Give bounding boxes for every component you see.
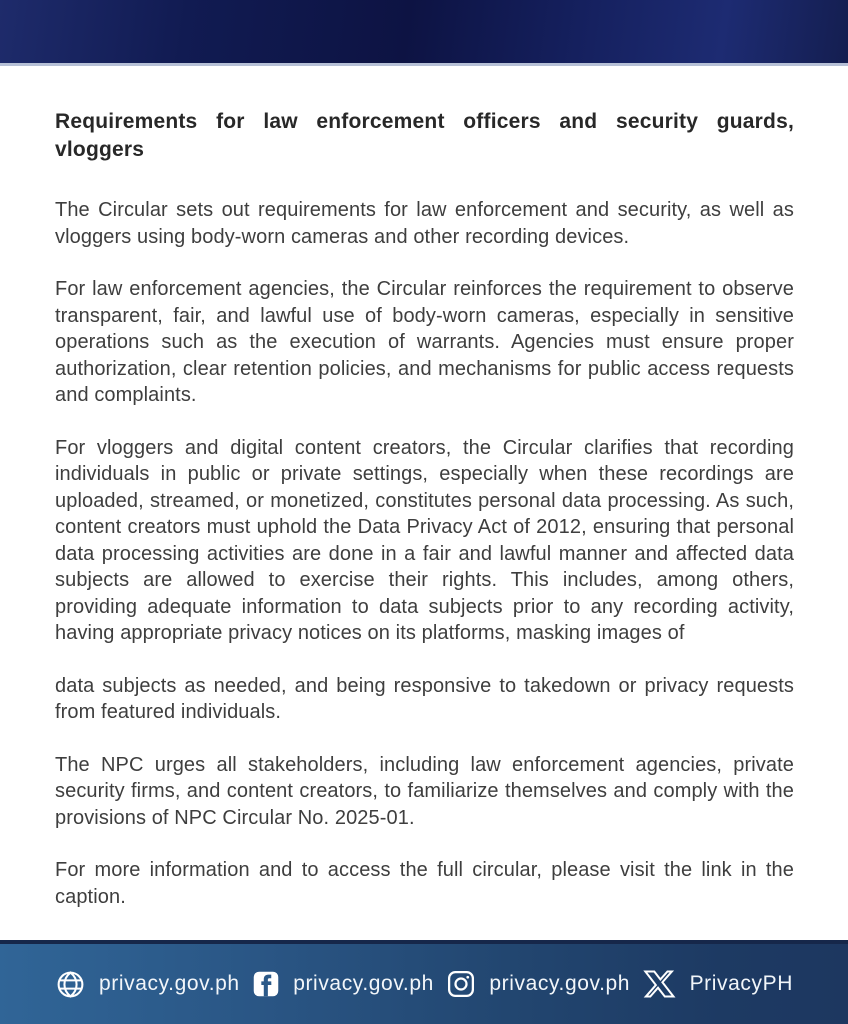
footer-item-x[interactable]	[643, 968, 793, 1000]
header-bar	[0, 0, 848, 66]
facebook-handle: privacy.gov.ph	[293, 972, 434, 995]
facebook-icon	[252, 970, 280, 998]
footer-item-instagram[interactable]	[446, 969, 630, 999]
footer-item-facebook[interactable]	[252, 970, 434, 998]
x-icon	[643, 968, 677, 1000]
footer-item-website[interactable]	[55, 969, 240, 1000]
footer-bar	[0, 940, 848, 1024]
paragraph-more-info: For more information and to access the full circular, please visit the link in the caption.	[55, 859, 794, 908]
paragraph-vloggers: For vloggers and digital content creators, the Circular clarifies that recording individuals in public or private settings, especially when these recordings are uploaded, streamed, or monetized, constitutes personal data processing. As such, content creators must uphold the Data Privacy Act of 2012, ensuring that personal data processing activities are done in a fair and lawful manner and affected data subjects are allowed to exercise their rights. This includes, among others, providing adequate information to data subjects prior to any recording activity, having appropriate privacy notices on its platforms, masking images of	[55, 436, 794, 644]
x-handle: PrivacyPH	[689, 972, 793, 995]
document-body	[0, 66, 848, 940]
paragraph-intro: The Circular sets out requirements for law enforcement and security, as well as vloggers using body-worn cameras and other recording devices.	[55, 199, 794, 248]
paragraph-npc-urges: The NPC urges all stakeholders, including law enforcement agencies, private security firms, and content creators, to familiarize themselves and comply with the provisions of NPC Circular No. 2025-01.	[55, 753, 794, 829]
instagram-icon	[446, 969, 476, 999]
paragraph-law-enforcement: For law enforcement agencies, the Circular reinforces the requirement to observe transparent, fair, and lawful use of body-worn cameras, especially in sensitive operations such as the execution of warrants. Agencies must ensure proper authorization, clear retention policies, and mechanisms for public access requests and complaints.	[55, 278, 794, 406]
instagram-handle: privacy.gov.ph	[489, 972, 631, 995]
page-title: Requirements for law enforcement officers and security guards, vloggers	[55, 110, 794, 161]
website-handle: privacy.gov.ph	[99, 972, 240, 995]
paragraph-vloggers-continued: data subjects as needed, and being responsive to takedown or privacy requests from featured individuals.	[55, 674, 794, 723]
globe-icon	[55, 969, 86, 1000]
